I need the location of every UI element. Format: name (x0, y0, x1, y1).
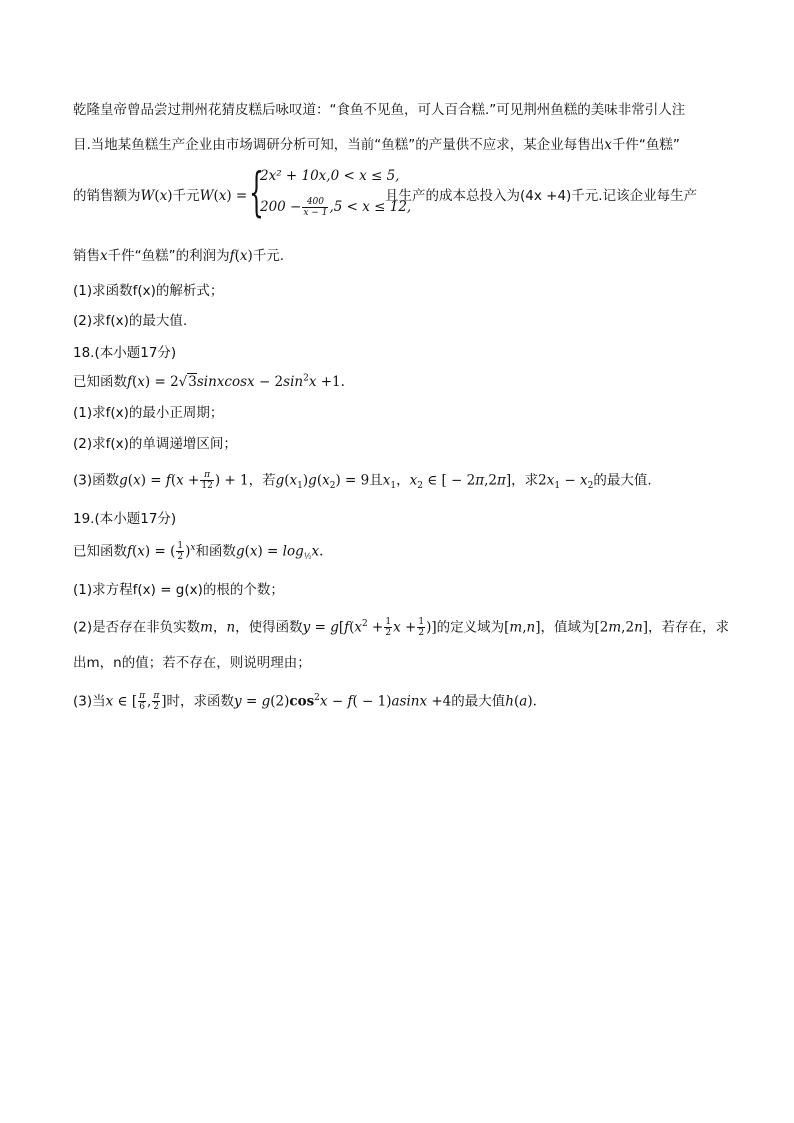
p19-question-3: (3)当x ∈ [ $\frac{\pi}{6}$ , $\frac{\pi}{2}$ ]时，求函数$y = g(2)\cos^2x - f( - 1)asinx +4$的最大值h(a). (73, 691, 537, 712)
left-brace: { (249, 163, 264, 223)
p19-question-1: (1)求方程f(x) = g(x)的根的个数； (73, 582, 284, 598)
p19-question-2-continued: 出m，n的值；若不存在，则说明理由； (73, 655, 311, 671)
p17-line2: 目.当地某鱼糕生产企业由市场调研分析可知，当前“鱼糕”的产量供不应求，某企业每售出x千件“鱼糕” (73, 137, 680, 153)
p18-question-1: (1)求f(x)的最小正周期； (73, 405, 224, 421)
p19-header: 19.(本小题17分) (73, 511, 177, 527)
case-1: 2x² + 10x,0 < x ≤ 5, (260, 168, 400, 184)
p18-header: 18.(本小题17分) (73, 345, 177, 361)
p19-stem: 已知函数f(x) = ( $\frac{1}{2}$ )$^x$和函数$g(x) = \log_{\frac{1}{2}}x$. (73, 541, 324, 562)
p17-line4: 销售x千件“鱼糕”的利润为f(x)千元. (73, 248, 285, 264)
p18-stem: 已知函数f(x) = 2√3sinxcosx − $2\sin^2x +1$. (73, 373, 345, 390)
case-2: 200 − $\frac{400}{x - 1}$ ,5 < x ≤ 12, (260, 197, 412, 218)
p18-question-3: (3)函数g(x) = f(x + $\frac{\pi}{12}$ ) + 1，若$g(x_1)g(x_2) = 9$且$x_1$，$x_2$ ∈ [ − 2π,2π]，求$2x_1 - x_2$的最大值. (73, 470, 652, 492)
p17-line1: 乾隆皇帝曾品尝过荆州花猜皮糕后咏叹道：“食鱼不见鱼，可人百合糕.”可见荆州鱼糕的美味非常引人注 (73, 102, 686, 118)
p17-piecewise-definition: 的销售额为W(x)千元W(x) = { 2x² + 10x,0 < x ≤ 5, 200 − $\frac{400}{x - 1}$ ,5 < x ≤ 12, 且生产的成本总投入为(4x +4)千元.记该企业每生产 (73, 163, 698, 223)
p17-question-1: (1)求函数f(x)的解析式； (73, 283, 224, 299)
p19-question-2: (2)是否存在非负实数m，n，使得函数$y = g[f(x^2$ + $\frac{1}{2}$ x + $\frac{1}{2}$ )]的定义域为[m,n]，值域为[2m,2n]，若存在，求 (73, 617, 730, 638)
p17-question-2: (2)求f(x)的最大值. (73, 313, 188, 329)
p18-question-2: (2)求f(x)的单调递增区间； (73, 436, 237, 452)
p17-cost-text: 且生产的成本总投入为(4x +4)千元.记该企业每生产 (385, 188, 698, 204)
